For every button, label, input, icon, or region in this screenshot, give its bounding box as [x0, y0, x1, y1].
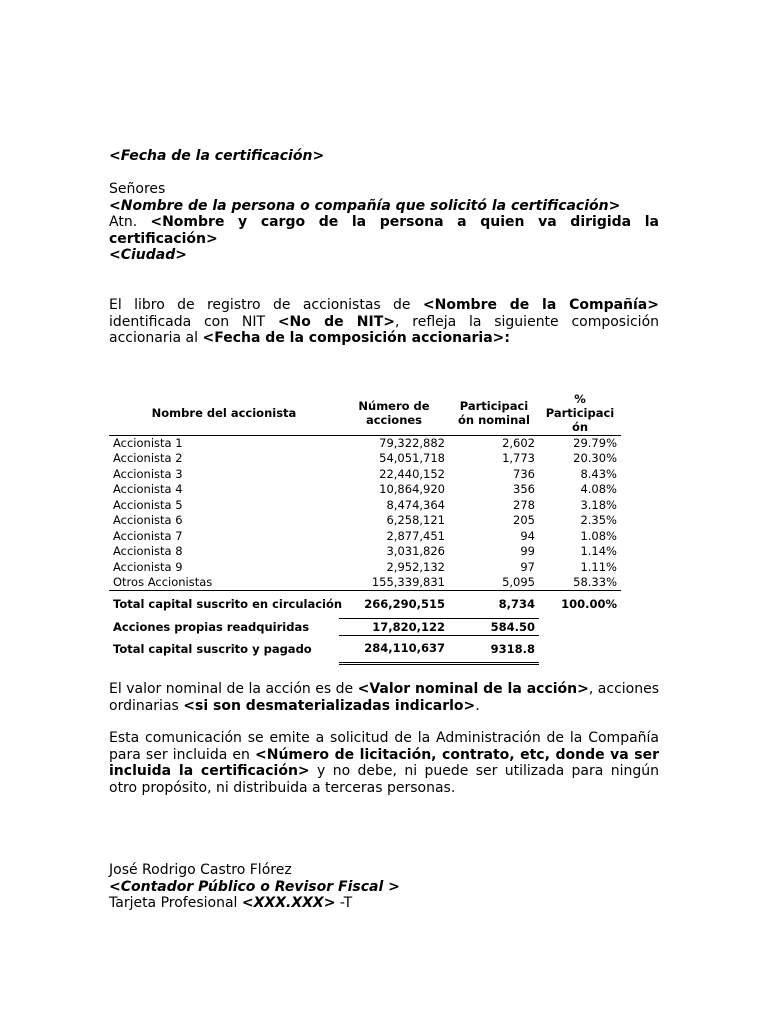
company-name: <Nombre de la Compañía> — [422, 297, 659, 313]
purpose-reference: <Número de licitación, contrato, etc, donde va ser incluida la certificación> — [109, 746, 659, 780]
purpose-text: y no debe, ni puede ser utilizada para ningún otro propósito, ni distribuida a terceras personas. — [109, 763, 659, 796]
table-row: Accionista 6 6,258,121 205 2.35% — [113, 513, 617, 528]
certification-date: <Fecha de la certificación> — [109, 148, 325, 164]
nit-number: <No de NIT> — [277, 313, 396, 330]
total-row-circulation: Total capital suscrito en circulación 266,290,515 8,734 100.00% — [109, 590, 621, 618]
nominal-text: , acciones ordinarias — [109, 681, 660, 714]
table-row: Accionista 7 2,877,451 94 1.08% — [113, 528, 617, 543]
table-row: Accionista 1 79,322,882 2,602 29.79% — [113, 436, 617, 450]
recipient-name: <Nombre de la persona o compañía que solicitó la certificación> — [109, 197, 621, 214]
dematerialized-note: <si son desmaterializadas indicarlo> — [183, 697, 476, 714]
table-row: Accionista 5 8,474,364 278 3.18% — [113, 497, 617, 512]
total-row-repurchased: Acciones propias readquiridas 17,820,122 584.50 — [109, 618, 621, 635]
table-row: Accionista 9 2,952,132 97 1.11% — [113, 559, 617, 574]
nominal-text: El valor nominal de la acción es de — [109, 681, 358, 697]
recipient-block — [109, 181, 659, 264]
signature-block — [109, 862, 659, 912]
composition-date: <Fecha de la composición accionaria>: — [202, 330, 510, 347]
attention-line — [109, 214, 659, 231]
intro-text: , refleja la siguiente composición accionaria al — [109, 313, 660, 347]
table-row: Accionista 2 54,051,718 1,773 20.30% — [113, 451, 617, 466]
nominal-value: <Valor nominal de la acción> — [357, 681, 589, 697]
table-header-row — [109, 392, 621, 435]
header-name: Nombre del accionista — [109, 392, 339, 435]
table-row: Accionista 3 22,440,152 736 8.43% — [113, 466, 617, 481]
header-percent: % Participaci ón — [539, 392, 621, 435]
intro-text: identificada con NIT — [109, 313, 278, 330]
purpose-paragraph — [109, 730, 659, 796]
attention-prefix: Atn. — [109, 214, 138, 231]
nominal-text: . — [475, 697, 480, 714]
table-row: Accionista 4 10,864,920 356 4.08% — [113, 482, 617, 497]
attention-text: <Nombre y cargo de la persona a quien va dirigida la — [150, 214, 659, 231]
intro-paragraph — [109, 297, 659, 347]
intro-text: El libro de registro de accionistas de — [109, 297, 423, 313]
card-number: <XXX.XXX> — [241, 895, 336, 912]
shareholders-table — [109, 392, 621, 665]
total-row-paid: Total capital suscrito y pagado 284,110,637 9318.8 — [109, 635, 621, 663]
professional-card: Tarjeta Profesional <XXX.XXX> -T — [109, 895, 353, 912]
header-shares: Número de acciones — [339, 392, 449, 435]
table-row: Otros Accionistas 155,339,831 5,095 58.33% — [113, 575, 617, 589]
recipient-city: <Ciudad> — [109, 247, 187, 264]
signer-name: José Rodrigo Castro Flórez — [109, 862, 292, 878]
header-nominal: Participaci ón nominal — [449, 392, 539, 435]
attention-text-cont: certificación> — [109, 230, 218, 247]
signer-role: <Contador Público o Revisor Fiscal > — [109, 878, 400, 895]
purpose-text: Esta comunicación se emite a solicitud de la Administración de la Compañía para ser incluida en — [109, 730, 659, 763]
nominal-value-paragraph — [109, 681, 659, 714]
table-row: Accionista 8 3,031,826 99 1.14% — [113, 544, 617, 559]
salutation: Señores — [109, 181, 166, 197]
